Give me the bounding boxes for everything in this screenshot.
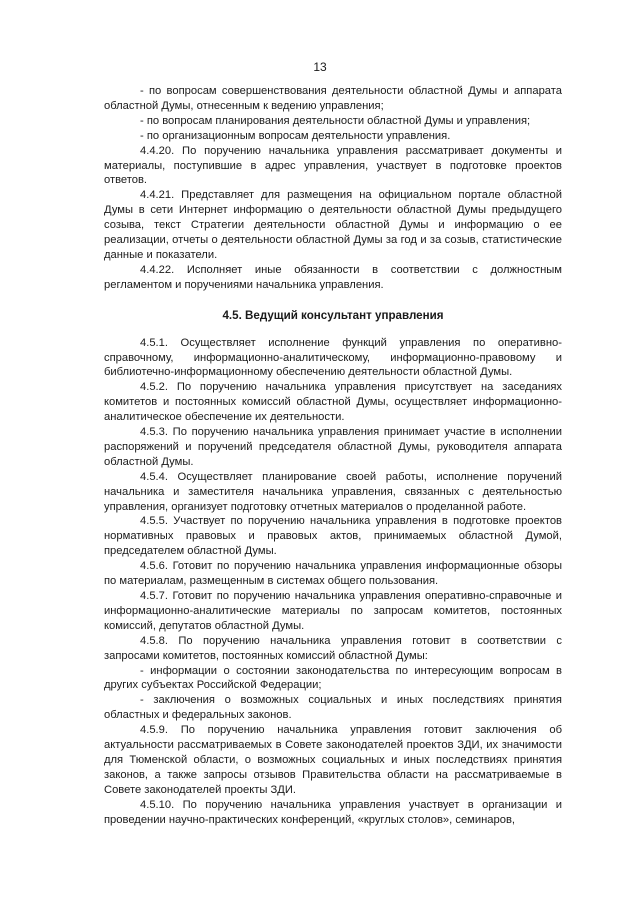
section-4-5: [104, 336, 562, 828]
paragraph: 4.5.5. Участвует по поручению начальника управления в подготовке проектов нормативных правовых и правовых актов, принимаемых областной Думой, председателем областной Думы.: [104, 515, 562, 558]
paragraph: 4.5.6. Готовит по поручению начальника управления информационные обзоры по материалам, размещенным в системах общего пользования.: [104, 560, 562, 588]
paragraph: 4.5.9. По поручению начальника управления готовит заключения об актуальности рассматриваемых в Совете законодателей проектов ЗДИ, их значимости для Тюменской области, о возможных социальных и иных последствиях принятия законов, а также запросы отзывов Правительства области на рассматриваемые в Совете законодателей проекты ЗДИ.: [104, 724, 562, 796]
paragraph: - заключения о возможных социальных и иных последствиях принятия областных и федеральных законов.: [104, 694, 562, 722]
paragraph: - по вопросам совершенствования деятельности областной Думы и аппарата областной Думы, отнесенным к ведению управления;: [104, 85, 562, 112]
document-body: [104, 84, 562, 828]
paragraph: 4.4.21. Представляет для размещения на официальном портале областной Думы в сети Интернет информацию о деятельности областной Думы предыдущего созыва, текст Стратегии деятельности областной Думы и информацию о ее реализации, отчеты о деятельности областной Думы за год и за созыв, статистические данные и показатели.: [104, 189, 562, 261]
paragraph: 4.5.8. По поручению начальника управления готовит в соответствии с запросами комитетов, постоянных комиссий областной Думы:: [104, 634, 562, 662]
paragraph: - по вопросам планирования деятельности областной Думы и управления;: [140, 114, 531, 127]
paragraph: 4.5.3. По поручению начальника управления принимает участие в исполнении распоряжений и поручений председателя областной Думы, руководителя аппарата областной Думы.: [104, 426, 562, 468]
paragraph: 4.5.4. Осуществляет планирование своей работы, исполнение поручений начальника и заместителя начальника управления, связанных с деятельностью управления, организует подготовку отчетных материалов о проделанной работе.: [104, 470, 562, 513]
paragraph: 4.5.10. По поручению начальника управления участвует в организации и проведении научно-практических конференций, «круглых столов», семинаров,: [104, 798, 562, 826]
page-number: 13: [313, 60, 327, 74]
section-heading: 4.5. Ведущий консультант управления: [222, 308, 444, 322]
paragraph: 4.4.22. Исполняет иные обязанности в соответствии с должностным регламентом и поручениями начальника управления.: [104, 263, 562, 291]
paragraph: - по организационным вопросам деятельности управления.: [140, 129, 451, 142]
section-prev: [104, 84, 562, 293]
paragraph: 4.5.1. Осуществляет исполнение функций управления по оперативно-справочному, информационно-аналитическому, информационно-правовому и библиотечно-информационному обеспечению деятельности областной Думы.: [104, 336, 562, 379]
paragraph: - информации о состоянии законодательства по интересующим вопросам в других субъектах Российской Федерации;: [104, 664, 562, 692]
paragraph: 4.4.20. По поручению начальника управления рассматривает документы и материалы, поступившие в адрес управления, участвует в подготовке проектов ответов.: [104, 144, 562, 187]
paragraph: 4.5.7. Готовит по поручению начальника управления оперативно-справочные и информационно-аналитические материалы по запросам комитетов, постоянных комиссий, депутатов областной Думы.: [104, 590, 562, 632]
paragraph: 4.5.2. По поручению начальника управления присутствует на заседаниях комитетов и постоянных комиссий областной Думы, осуществляет информационно-аналитическое обеспечение их деятельности.: [104, 381, 562, 424]
